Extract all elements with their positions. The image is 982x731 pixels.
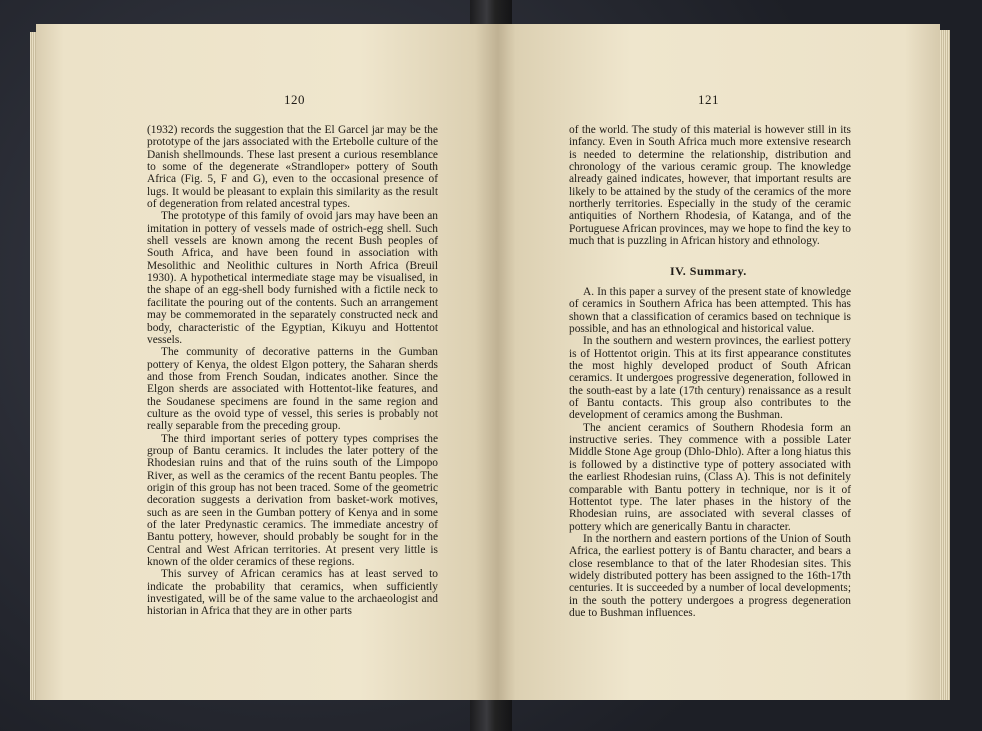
paragraph: (1932) records the suggestion that the El Garcel jar may be the prototype of the jars associated with the Ertebolle culture of the Danish shellmounds. These last present a curious resemblance to some of the degenerate «Strandloper» pottery of South Africa (Fig. 5, F and G), even to the occasional presence of lugs. It would be pleasant to explain this similarity as the result of degeneration from related ancestral types. <box>147 124 438 211</box>
summary-body <box>569 286 851 619</box>
left-page-body <box>147 124 438 618</box>
paragraph: In the southern and western provinces, the earliest pottery is of Hottentot origin. This at its first appearance constitutes the most highly developed product of South African ceramics. It undergoes progressive degeneration, followed in the south-east by a late (17th century) renaissance as a result of Bantu contacts. This group also contributes to the development of ceramics among the Bushman. <box>569 335 851 422</box>
left-page <box>36 24 498 700</box>
right-page <box>498 24 940 700</box>
right-page-body <box>569 124 851 247</box>
paragraph: of the world. The study of this material is however still in its infancy. Even in South Africa much more extensive research is needed to determine the relationship, distribution and chronology of the various ceramic group. The knowledge already gained indicates, however, that important results are likely to be attained by the study of the ceramics of the more northerly territories. Especially in the study of the ceramic antiquities of Northern Rhodesia, of Katanga, and of the Portuguese African provinces, may we hope to find the key to much that is puzzling in African history and ethnology. <box>569 124 851 248</box>
right-page-number: 121 <box>698 92 719 107</box>
section-heading: IV. Summary. <box>670 264 747 278</box>
paragraph: This survey of African ceramics has at least served to indicate the probability that ceramics, when sufficiently investigated, will be of the same value to the archaeologist and historian in Africa that they are in other parts <box>147 568 438 618</box>
left-page-number: 120 <box>284 92 305 107</box>
paragraph: A. In this paper a survey of the present state of knowledge of ceramics in Southern Africa has been attempted. This has shown that a classification of ceramics based on technique is possible, and has an ethnological and historical value. <box>569 286 851 336</box>
paragraph: The prototype of this family of ovoid jars may have been an imitation in pottery of vessels made of ostrich-egg shell. Such shell vessels are known among the recent Bush peoples of South Africa, and have been found in association with Mesolithic and Neolithic cultures in North Africa (Breuil 1930). A hypothetical intermediate stage may be visualised, in the shape of an egg-shell body furnished with a fictile neck to facilitate the pouring out of the contents. Such an arrangement may be commemorated in the separately constructed neck and body, characteristic of the Egyptian, Kikuyu and Hottentot vessels. <box>147 210 438 346</box>
paragraph: The third important series of pottery types comprises the group of Bantu ceramics. It includes the later pottery of the Rhodesian ruins and that of the ruins south of the Limpopo River, as well as the ceramics of the recent Bantu peoples. The origin of this group has not been traced. Some of the geometric decoration suggests a derivation from basket-work motives, such as are seen in the Gumban pottery of Kenya and in some of the later Predynastic ceramics. The immediate ancestry of Bantu pottery, however, should probably be sought for in the Central and West African territories. At present very little is known of the older ceramics of these regions. <box>147 432 438 569</box>
paragraph: The community of decorative patterns in the Gumban pottery of Kenya, the oldest Elgon pottery, the Saharan sherds and those from French Soudan, indicates another. Since the Elgon sherds are associated with Hottentot-like features, and the Soudanese specimens are found in the same region and culture as the ovoid type of vessel, this series is probably not really separable from the preceding group. <box>147 346 438 433</box>
paragraph: In the northern and eastern portions of the Union of South Africa, the earliest pottery is of Bantu character, and bears a close resemblance to that of the later Rhodesian sites. This widely distributed pottery has been assigned to the 16th-17th centuries. It is succeeded by a number of local developments; in the south the pottery undergoes a progress degeneration due to Bushman influences. <box>569 532 851 619</box>
paragraph: The ancient ceramics of Southern Rhodesia form an instructive series. They commence with a possible Later Middle Stone Age group (Dhlo-Dhlo). After a long hiatus this is followed by a distinctive type of pottery associated with the earliest Rhodesian ruins, (Class A). This is not definitely comparable with Bantu pottery in technique, nor is it of Hottentot type. The later phases in the history of the Rhodesian ruins, are associated with several classes of pottery which are generically Bantu in character. <box>569 421 851 533</box>
